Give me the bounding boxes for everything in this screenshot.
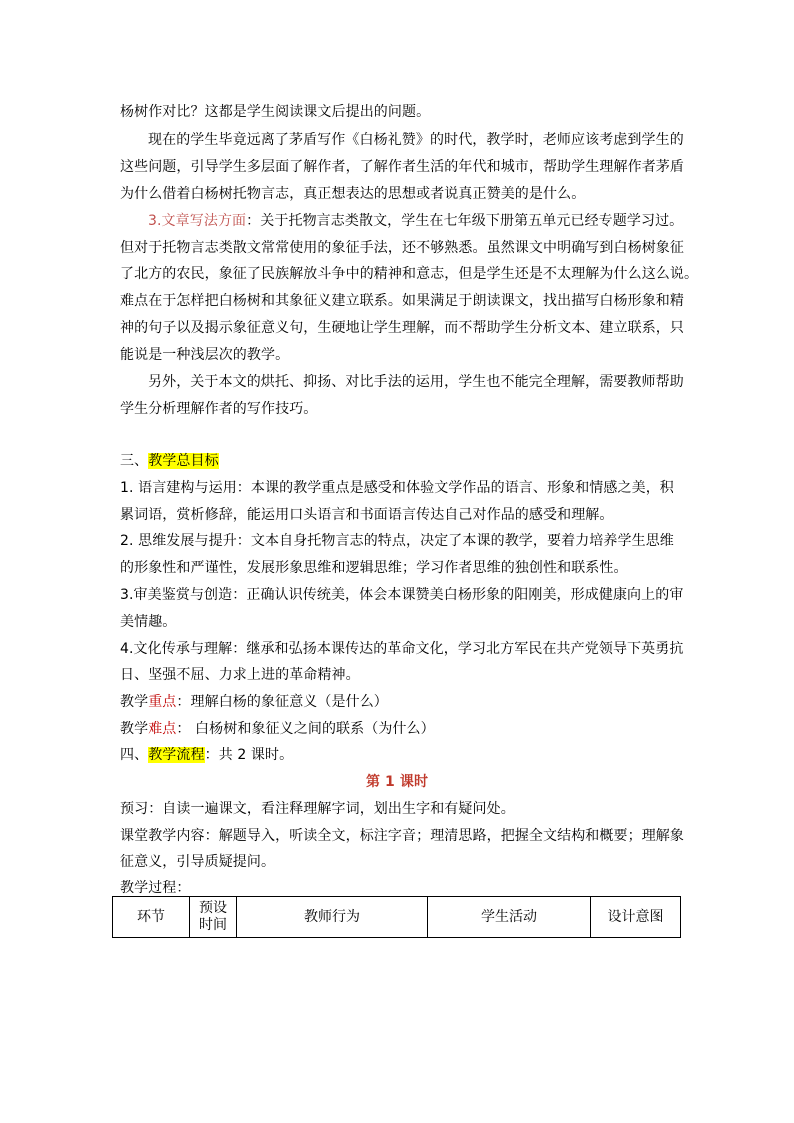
goal-line: 日、坚强不屈、力求上进的革命精神。 [120, 667, 360, 683]
goal-line: 4.文化传承与理解：继承和弘扬本课传达的革命文化，学习北方军民在共产党领导下英勇抗 [120, 641, 684, 657]
key-point-mark: 重点 [148, 694, 177, 710]
header-cell-time: 预设 时间 [190, 897, 237, 938]
goal-line: 美情趣。 [120, 614, 177, 630]
paragraph-line: 难点在于怎样把白杨树和其象征义建立联系。如果满足于朗读课文，找出描写白杨形象和精 [120, 293, 684, 309]
header-cell-stage: 环节 [113, 897, 190, 938]
preview-line: 预习：自读一遍课文，看注释理解字词，划出生字和有疑问处。 [120, 801, 515, 817]
class-content-line: 课堂教学内容：解题导入，听读全文，标注字音；理清思路，把握全文结构和概要；理解象 [120, 828, 684, 844]
writing-method-label: 3.文章写法方面 [148, 213, 247, 229]
section-heading [120, 452, 680, 470]
goal-line: 3.审美鉴赏与创造：正确认识传统美，体会本课赞美白杨形象的阳刚美，形成健康向上的审 [120, 587, 684, 603]
header-cell-student: 学生活动 [428, 897, 591, 938]
process-label: 教学过程： [120, 880, 191, 896]
process-table [112, 896, 681, 938]
paragraph-line: 杨树作对比？这都是学生阅读课文后提出的问题。 [120, 104, 431, 120]
goal-line: 2. 思维发展与提升：文本自身托物言志的特点，决定了本课的教学，要着力培养学生思维 [120, 533, 674, 549]
key-point-text: ：理解白杨的象征意义（是什么） [176, 694, 388, 710]
section-number: 四、 [120, 747, 149, 763]
header-cell-teacher: 教师行为 [237, 897, 428, 938]
paragraph-line: 了北方的农民，象征了民族解放斗争中的精神和意志，但是学生还是不太理解为什么这么说。 [120, 266, 699, 282]
section-rest: ：共 2 课时。 [204, 747, 294, 763]
paragraph-line: 神的句子以及揭示象征意义句，生硬地让学生理解，而不帮助学生分析文本、建立联系，只 [120, 320, 684, 336]
paragraph-line: 但对于托物言志类散文常常使用的象征手法，还不够熟悉。虽然课文中明确写到白杨树象征 [120, 240, 684, 256]
difficult-point-text: ： 白杨树和象征义之间的联系（为什么） [176, 721, 435, 737]
key-point-line [120, 693, 680, 711]
paragraph-line: 学生分析理解作者的写作技巧。 [120, 401, 318, 417]
difficult-point-prefix: 教学 [120, 721, 149, 737]
table-header-row [113, 897, 681, 938]
key-point-prefix: 教学 [120, 694, 149, 710]
paragraph-text: ：关于托物言志类散文，学生在七年级下册第五单元已经专题学习过。 [246, 213, 684, 229]
paragraph-line: 能说是一种浅层次的教学。 [120, 347, 290, 363]
paragraph-line: 另外，关于本文的烘托、抑扬、对比手法的运用，学生也不能完全理解，需要教师帮助 [148, 374, 684, 390]
goal-line: 1. 语言建构与运用：本课的教学重点是感受和体验文学作品的语言、形象和情感之美，积 [120, 480, 674, 496]
difficult-point-line [120, 720, 680, 738]
section-title: 教学流程 [148, 747, 205, 763]
paragraph-line [148, 212, 708, 230]
paragraph-line: 为什么借着白杨树托物言志，真正想表达的思想或者说真正赞美的是什么。 [120, 186, 586, 202]
paragraph-line: 现在的学生毕竟远离了茅盾写作《白杨礼赞》的时代，教学时，老师应该考虑到学生的 [148, 132, 684, 148]
goal-line: 累词语，赏析修辞，能运用口头语言和书面语言传达自己对作品的感受和理解。 [120, 507, 614, 523]
difficult-point-mark: 难点 [148, 721, 177, 737]
section-title: 教学总目标 [148, 453, 219, 469]
class-content-line: 征意义，引导质疑提问。 [120, 854, 276, 870]
lesson-title: 第 1 课时 [365, 774, 429, 790]
header-cell-intent: 设计意图 [591, 897, 681, 938]
paragraph-line: 这些问题，引导学生多层面了解作者，了解作者生活的年代和城市，帮助学生理解作者茅盾 [120, 159, 684, 175]
goal-line: 的形象性和严谨性，发展形象思维和逻辑思维；学习作者思维的独创性和联系性。 [120, 560, 628, 576]
section-heading [120, 746, 680, 764]
section-number: 三、 [120, 453, 149, 469]
